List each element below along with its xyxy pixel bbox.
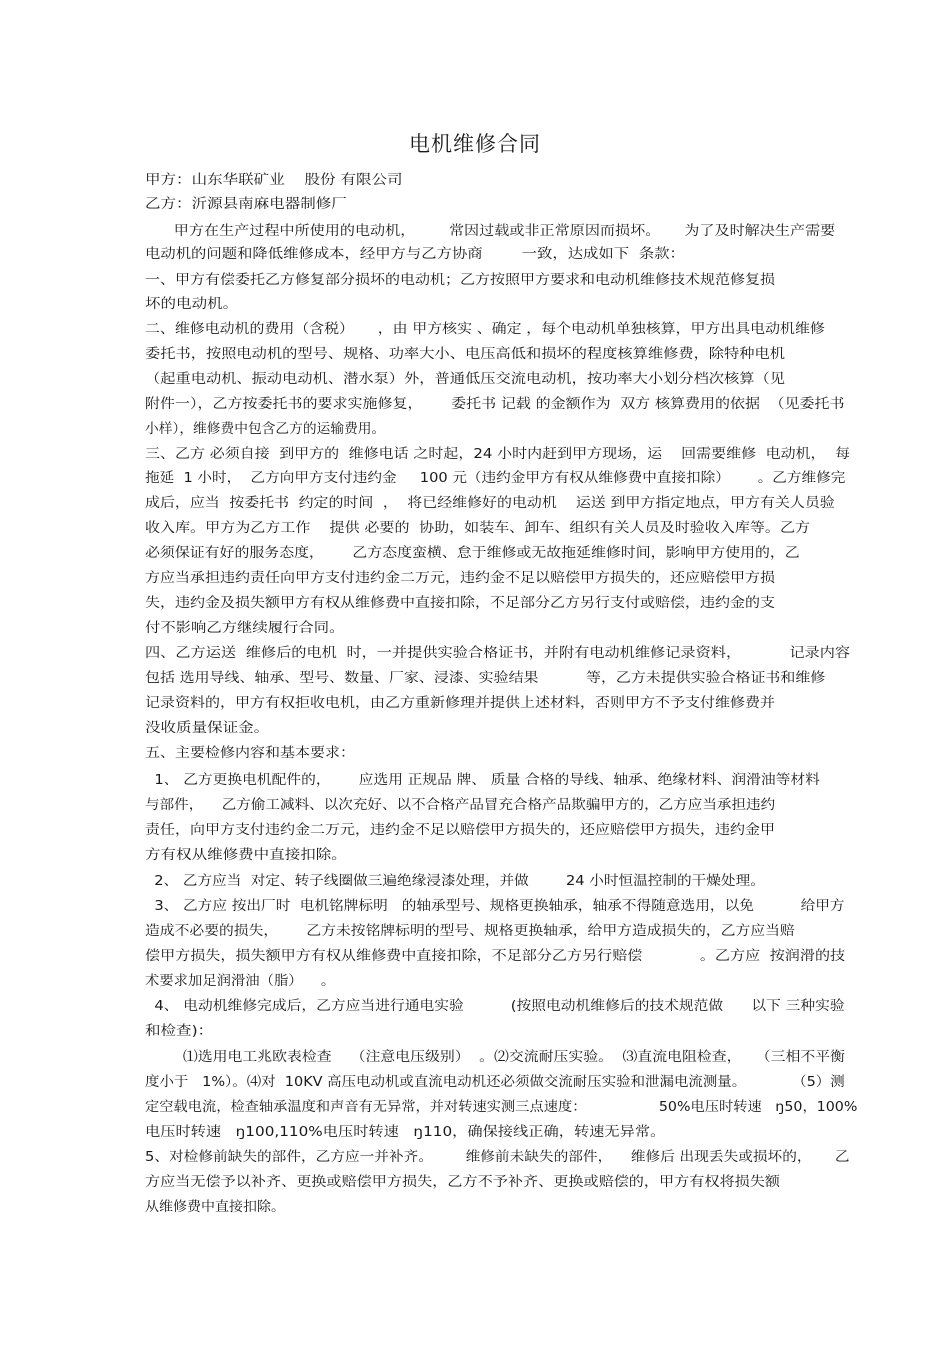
contract-line: 方应当无偿予以补齐、更换或赔偿甲方损失，乙方不予补齐、更换或赔偿的，甲方有权将损失额 xyxy=(145,1174,780,1190)
contract-line: 电压时转速 ŋ100,110%电压时转速 ŋ110，确保接线正确，转速无异常。 xyxy=(145,1124,666,1140)
contract-line: 和检查)： xyxy=(145,1023,214,1039)
contract-line: 四、乙方运送 维修后的电机 时，一并提供实验合格证书，并附有电动机维修记录资料， 记录内容 xyxy=(145,645,851,661)
contract-line: 五、主要检修内容和基本要求： xyxy=(145,745,355,761)
contract-line: 甲方：山东华联矿业 股份 有限公司 xyxy=(145,172,403,188)
contract-line: 方有权从维修费中直接扣除。 xyxy=(145,847,347,863)
contract-line: 委托书，按照电动机的型号、规格、功率大小、电压高低和损坏的程度核算维修费，除特种电机 xyxy=(145,346,785,362)
document-title: 电机维修合同 xyxy=(409,132,541,156)
contract-line: ⑴选用电工兆欧表检查 （注意电压级别） 。⑵交流耐压实验。 ⑶直流电阻检查， （三相不平衡 xyxy=(145,1049,846,1065)
contract-line: 一、甲方有偿委托乙方修复部分损坏的电动机；乙方按照甲方要求和电动机维修技术规范修复损 xyxy=(145,272,775,288)
contract-line: 甲方在生产过程中所使用的电动机， 常因过载或非正常原因而损坏。 为了及时解决生产需要 xyxy=(145,223,836,239)
contract-line: 5、对检修前缺失的部件，乙方应一并补齐。 维修前未缺失的部件， 维修后 出现丢失或损坏的， 乙 xyxy=(145,1149,850,1165)
contract-line: 附件一），乙方按委托书的要求实施修复， 委托书 记载 的金额作为 双方 核算费用的依据 （见委托书 xyxy=(145,396,845,412)
contract-line: 责任，向甲方支付违约金二万元，违约金不足以赔偿甲方损失的，还应赔偿甲方损失，违约金甲 xyxy=(145,822,775,838)
contract-line: 1、 乙方更换电机配件的， 应选用 正规品 牌、 质量 合格的导线、轴承、绝缘材料、润滑油等材料 xyxy=(145,772,820,788)
contract-line: 二、维修电动机的费用（含税） ，由 甲方核实 、确定 ，每个电动机单独核算，甲方出具电动机维修 xyxy=(145,321,825,337)
contract-line: 记录资料的，甲方有权拒收电机，由乙方重新修理并提供上述材料，否则甲方不予支付维修费并 xyxy=(145,695,775,711)
contract-line: 2、 乙方应当 对定、转子线圈做三遍绝缘浸漆处理，并做 24 小时恒温控制的干燥处理。 xyxy=(145,873,765,889)
contract-line: 定空载电流，检查轴承温度和声音有无异常，并对转速实测三点速度： 50%电压时转速 ŋ50，100% xyxy=(145,1099,858,1115)
contract-line: 偿甲方损失，损失额甲方有权从维修费中直接扣除，不足部分乙方另行赔偿 。乙方应 按润滑的技 xyxy=(145,948,846,964)
contract-line: 三、乙方 必须自接 到甲方的 维修电话 之时起，24 小时内赶到甲方现场，运 回需要维修 电动机， 每 xyxy=(145,446,851,462)
contract-line: 与部件， 乙方偷工减料、以次充好、以不合格产品冒充合格产品欺骗甲方的，乙方应当承担违约 xyxy=(145,797,776,813)
contract-line: 包括 选用导线、轴承、型号、数量、厂家、浸漆、实验结果 等，乙方未提供实验合格证书和维修 xyxy=(145,670,826,686)
contract-line: 乙方：沂源县南麻电器制修厂 xyxy=(145,196,347,212)
contract-line: 失，违约金及损失额甲方有权从维修费中直接扣除，不足部分乙方另行支付或赔偿，违约金的支 xyxy=(145,595,775,611)
contract-line: 没收质量保证金。 xyxy=(145,720,270,736)
contract-line: 收入库。甲方为乙方工作 提供 必要的 协助，如装车、卸车、组织有关人员及时验收入库等。乙方 xyxy=(145,520,811,536)
contract-line: 拖延 1 小时， 乙方向甲方支付违约金 100 元（违约金甲方有权从维修费中直接扣除） 。乙方维修完 xyxy=(145,470,846,486)
contract-line: （起重电动机、振动电动机、潜水泵）外，普通低压交流电动机，按功率大小划分档次核算（见 xyxy=(145,371,785,387)
contract-line: 方应当承担违约责任向甲方支付违约金二万元，违约金不足以赔偿甲方损失的，还应赔偿甲方损 xyxy=(145,570,775,586)
contract-line: 从维修费中直接扣除。 xyxy=(145,1199,285,1215)
contract-line: 度小于 1%）。⑷对 10KV 高压电动机或直流电动机还必须做交流耐压实验和泄漏电流测量。 （5）测 xyxy=(145,1074,845,1090)
contract-line: 付不影响乙方继续履行合同。 xyxy=(145,620,345,636)
contract-line: 坏的电动机。 xyxy=(145,296,239,312)
contract-line: 术要求加足润滑油（脂） 。 xyxy=(145,973,336,989)
contract-line: 必须保证有好的服务态度， 乙方态度蛮横、怠于维修或无故拖延维修时间，影响甲方使用的，乙 xyxy=(145,545,800,561)
contract-line: 造成不必要的损失， 乙方未按铭牌标明的型号、规格更换轴承，给甲方造成损失的，乙方应当赔 xyxy=(145,923,795,939)
contract-line: 4、 电动机维修完成后，乙方应当进行通电实验 (按照电动机维修后的技术规范做 以下 三种实验 xyxy=(145,998,845,1014)
contract-line: 小样），维修费中包含乙方的运输费用。 xyxy=(145,421,386,437)
contract-line: 3、 乙方应 按出厂时 电机铭牌标明 的轴承型号、规格更换轴承，轴承不得随意选用，以免 给甲方 xyxy=(145,898,845,914)
contract-line: 电动机的问题和降低维修成本，经甲方与乙方协商 一致，达成如下 条款： xyxy=(145,246,685,262)
contract-line: 成后，应当 按委托书 约定的时间 ， 将已经维修好的电动机 运送 到甲方指定地点，甲方有关人员验 xyxy=(145,495,835,511)
